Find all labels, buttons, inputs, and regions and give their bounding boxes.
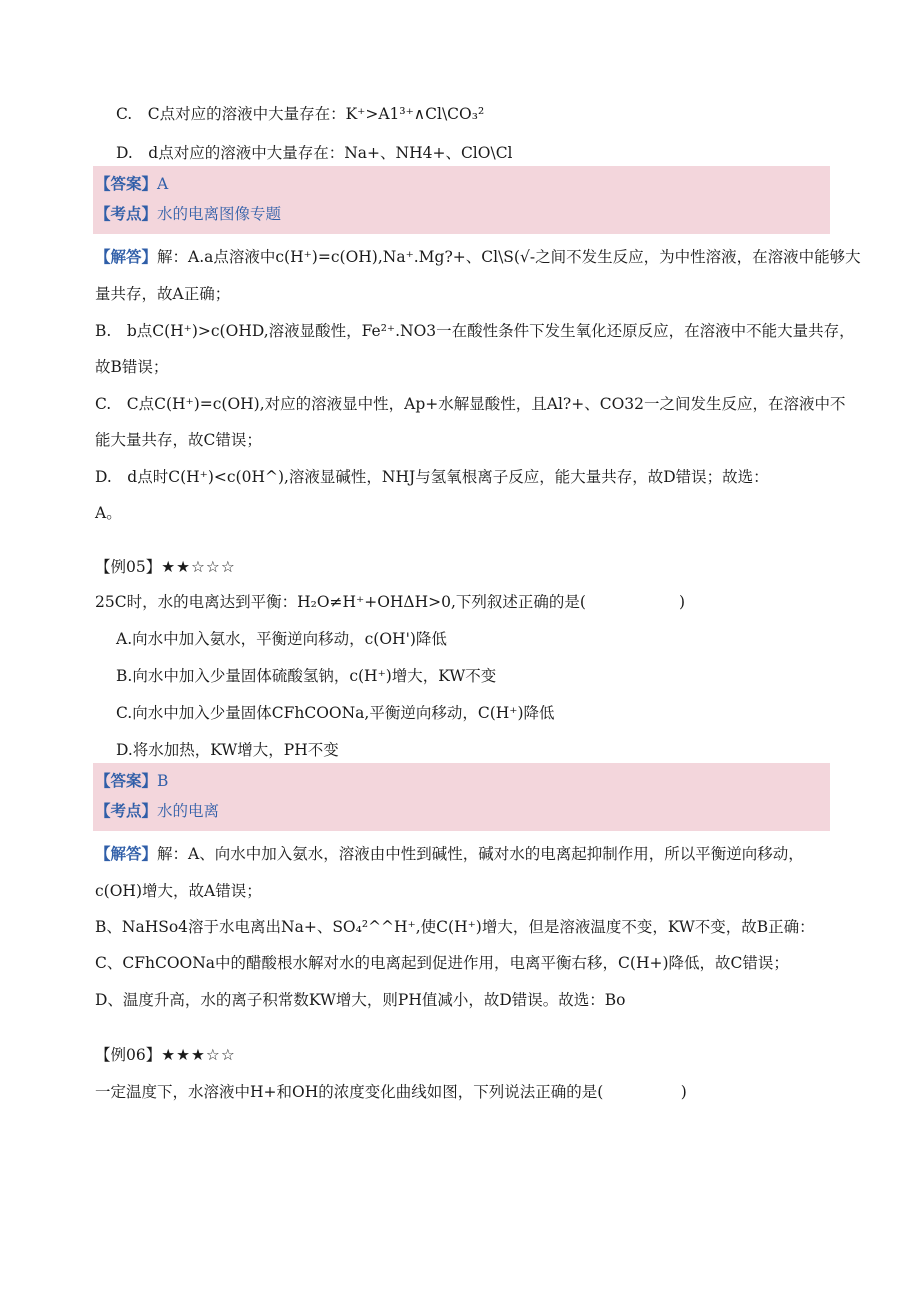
solution-line-8: A。 xyxy=(95,504,122,522)
point-line-2 xyxy=(95,800,219,822)
point-value: 水的电离 xyxy=(157,802,220,820)
option-d: D. d点对应的溶液中大量存在：Na+、NH4+、ClO\Cl xyxy=(116,144,513,162)
solution-2-line-5: D、温度升高，水的离子积常数KW增大，则PH值减小，故D错误。故选：Bo xyxy=(95,991,626,1009)
solution-line-1 xyxy=(95,246,861,268)
solution-line-5: C. C点C(H⁺)=c(OH),对应的溶液显中性，Ap+水解显酸性，且Al?+、CO32一之间发生反应，在溶液中不 xyxy=(95,395,846,413)
solution-line-2: 量共存，故A正确； xyxy=(95,285,231,303)
example-label: 【例06】 xyxy=(95,1046,162,1064)
solution-tag: 【解答】 xyxy=(95,247,158,266)
solution-line-6: 能大量共存，故C错误； xyxy=(95,431,262,449)
point-tag: 【考点】 xyxy=(95,204,158,223)
solution-2-line-4: C、CFhCOONa中的醋酸根水解对水的电离起到促进作用，电离平衡右移，C(H+)降低，故C错误； xyxy=(95,954,789,972)
example-05-header xyxy=(95,556,236,578)
solution-line-4: 故B错误； xyxy=(95,358,169,376)
solution-2-line-2: c(OH)增大，故A错误； xyxy=(95,882,262,900)
solution-2-line-1 xyxy=(95,843,804,865)
answer-value: A xyxy=(157,175,169,193)
point-tag: 【考点】 xyxy=(95,801,158,820)
example-05-option-b: B.向水中加入少量固体硫酸氢钠，c(H⁺)增大，KW不变 xyxy=(116,667,497,685)
point-value: 水的电离图像专题 xyxy=(157,205,282,223)
example-label: 【例05】 xyxy=(95,558,162,576)
example-05-option-a: A.向水中加入氨水，平衡逆向移动，c(OH')降低 xyxy=(116,630,447,648)
answer-line-2 xyxy=(95,770,168,792)
difficulty-stars: ★★☆☆☆ xyxy=(161,558,236,576)
answer-line xyxy=(95,173,168,195)
example-05-stem: 25C时，水的电离达到平衡：H₂O≠H⁺+OHΔH>0,下列叙述正确的是( ) xyxy=(95,593,686,611)
solution-line-7: D. d点时C(H⁺)<c(0H^),溶液显碱性，NHJ与氢氧根离子反应，能大量共存，故D错误；故选： xyxy=(95,468,769,486)
answer-tag: 【答案】 xyxy=(95,174,158,193)
solution-tag: 【解答】 xyxy=(95,844,158,863)
answer-tag: 【答案】 xyxy=(95,771,158,790)
option-c: C. C点对应的溶液中大量存在：K⁺>A1³⁺∧Cl\CO₃² xyxy=(116,105,485,123)
point-line xyxy=(95,203,281,225)
solution-text: 解：A、向水中加入氨水，溶液由中性到碱性，碱对水的电离起抑制作用，所以平衡逆向移动， xyxy=(157,845,804,863)
example-06-stem: 一定温度下，水溶液中H+和OH的浓度变化曲线如图，下列说法正确的是( ) xyxy=(95,1083,687,1101)
example-05-option-d: D.将水加热，KW增大，PH不变 xyxy=(116,741,339,759)
solution-2-line-3: B、NaHSo4溶于水电离出Na+、SO₄²^^H⁺,使C(H⁺)增大，但是溶液温度不变，KW不变，故B正确： xyxy=(95,918,815,936)
answer-value: B xyxy=(157,772,169,790)
example-06-header xyxy=(95,1044,236,1066)
solution-line-3: B. b点C(H⁺)>c(OHD,溶液显酸性，Fe²⁺.NO3一在酸性条件下发生氧化还原反应，在溶液中不能大量共存， xyxy=(95,322,855,340)
example-05-option-c: C.向水中加入少量固体CFhCOONa,平衡逆向移动，C(H⁺)降低 xyxy=(116,704,555,722)
difficulty-stars: ★★★☆☆ xyxy=(161,1046,236,1064)
solution-text: 解：A.a点溶液中c(H⁺)=c(OH),Na⁺.Mg?+、Cl\S(√-之间不发生反应，为中性溶液，在溶液中能够大 xyxy=(157,248,861,266)
